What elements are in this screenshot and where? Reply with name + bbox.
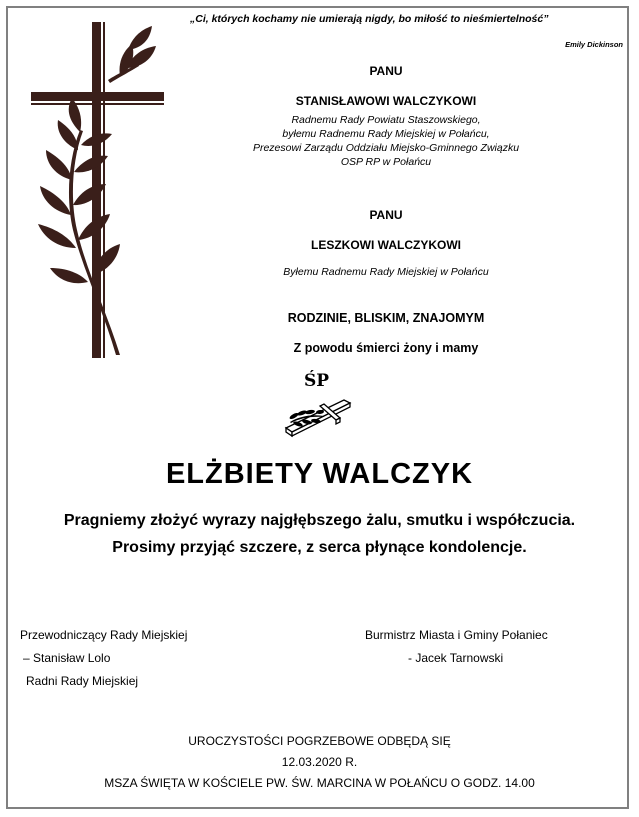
addressee1-title-line: Prezesowi Zarządu Oddziału Miejsko-Gminnego Związku xyxy=(252,142,520,154)
addressee1-title-line: byłemu Radnemu Rady Miejskiej w Połańcu, xyxy=(282,128,490,140)
condolences-line-1: Pragniemy złożyć wyrazy najgłębszego żalu, smutku i współczucia. xyxy=(63,512,576,529)
signature-line: Burmistrz Miasta i Gminy Połaniec xyxy=(365,628,548,642)
addressee2-title xyxy=(200,265,572,279)
signature-right xyxy=(365,624,548,670)
signature-left xyxy=(20,624,187,693)
funeral-date: 12.03.2020 R. xyxy=(281,755,358,769)
addressee2-title-line: Byłemu Radnemu Rady Miejskiej w Połańcu xyxy=(283,266,489,278)
addressee2-prefix: PANU xyxy=(369,208,403,222)
family-line: RODZINIE, BLISKIM, ZNAJOMYM xyxy=(287,311,485,325)
cross-with-branch-icon xyxy=(28,20,173,360)
addressee2-name: LESZKOWI WALCZYKOWI xyxy=(311,238,461,252)
quote-author: Emily Dickinson xyxy=(565,40,623,49)
sp-emblem-text: ŚP xyxy=(304,371,330,391)
signature-line: - Jacek Tarnowski xyxy=(408,651,504,665)
funeral-heading: UROCZYSTOŚCI POGRZEBOWE ODBĘDĄ SIĘ xyxy=(188,734,451,748)
addressee1-name: STANISŁAWOWI WALCZYKOWI xyxy=(295,94,477,108)
addressee1-title-line: OSP RP w Połańcu xyxy=(340,156,432,168)
small-cross-with-branch-icon xyxy=(280,394,364,440)
reason-line: Z powodu śmierci żony i mamy xyxy=(293,341,479,355)
addressee1-title-line: Radnemu Rady Powiatu Staszowskiego, xyxy=(291,114,481,126)
funeral-info xyxy=(0,731,639,794)
addressee1-prefix: PANU xyxy=(369,64,403,78)
deceased-name: ELŻBIETY WALCZYK xyxy=(165,458,474,490)
funeral-mass: MSZA ŚWIĘTA W KOŚCIELE PW. ŚW. MARCINA W POŁAŃCU O GODZ. 14.00 xyxy=(104,776,535,790)
signature-line: Przewodniczący Rady Miejskiej xyxy=(20,628,188,642)
condolences-line-2: Prosimy przyjąć szczere, z serca płynące kondolencje. xyxy=(112,539,527,556)
signature-line: Radni Rady Miejskiej xyxy=(26,674,139,688)
addressee1-titles xyxy=(200,113,572,169)
quote-text: „Ci, których kochamy nie umierają nigdy, bo miłość to nieśmiertelność” xyxy=(190,13,549,25)
signature-line: – Stanisław Lolo xyxy=(23,651,111,665)
